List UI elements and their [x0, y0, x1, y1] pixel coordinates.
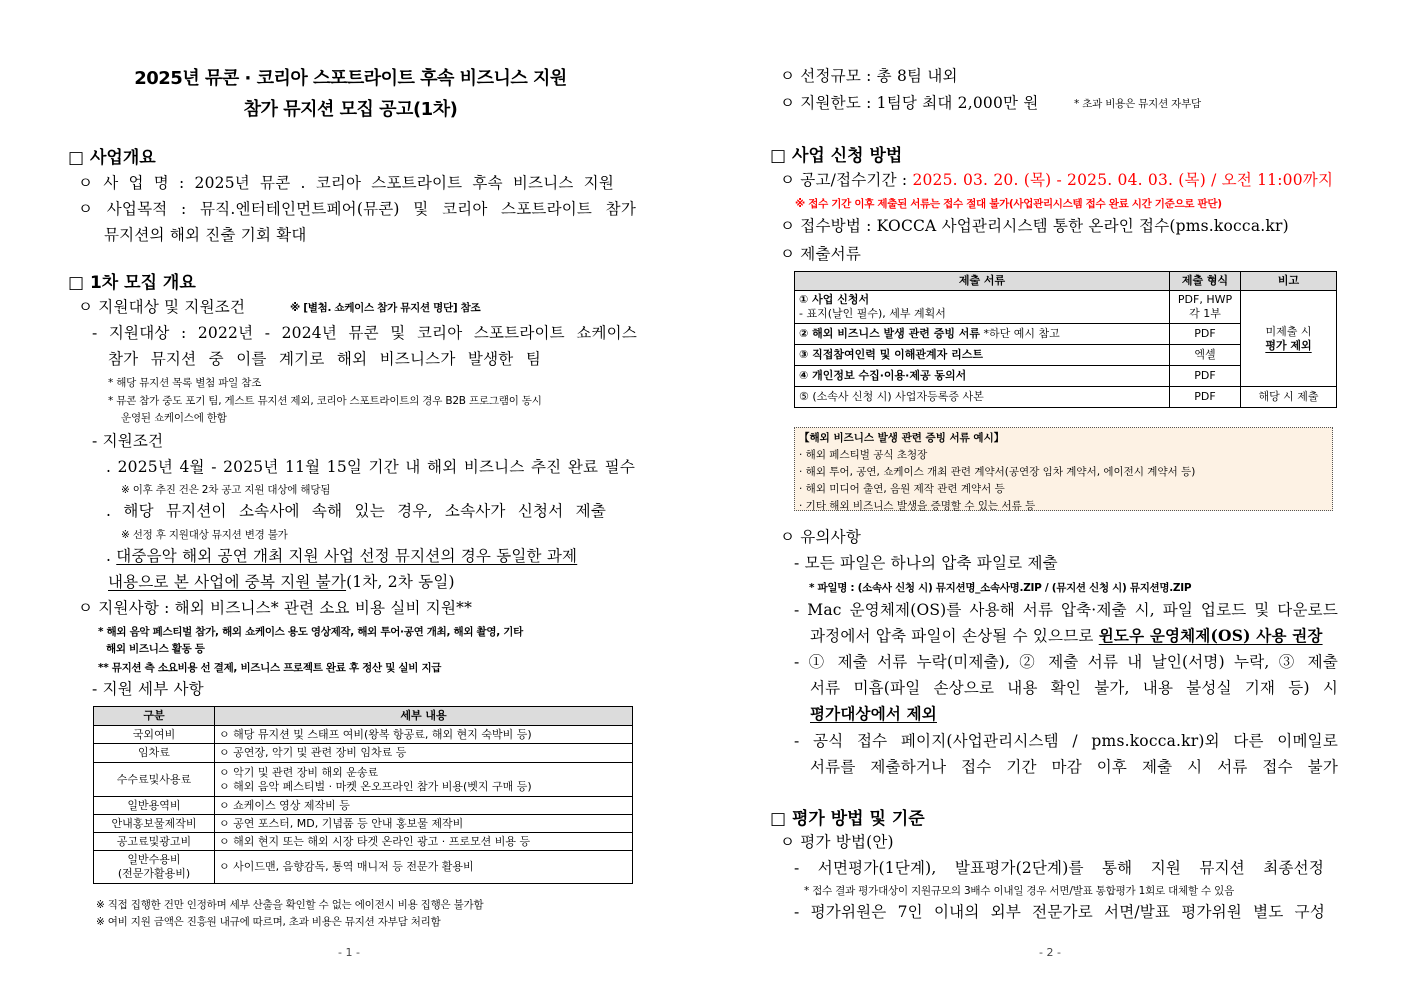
- footnote-2: ※ 여비 지원 금액은 진흥원 내규에 따르며, 초과 비용은 뮤지션 자부담 처리함: [96, 916, 441, 928]
- doc-cell: [795, 291, 1170, 324]
- apply-period-note: ※ 접수 기간 이후 제출된 서류는 접수 절대 불가(사업관리시스템 접수 완료 시간 기준으로 판단): [795, 198, 1222, 210]
- doc-format: PDF: [1170, 324, 1241, 345]
- page-number-1: - 1 -: [338, 946, 360, 959]
- caution-2-cont: [810, 624, 1323, 646]
- doc-table-header-format: 제출 형식: [1170, 272, 1241, 291]
- support-limit-note: * 초과 비용은 뮤지션 자부담: [1074, 98, 1201, 110]
- doc-format: 엑셀: [1170, 345, 1241, 366]
- page-number-2: - 2 -: [1039, 946, 1061, 959]
- table-cell-category: 공고료및광고비: [94, 833, 215, 851]
- evidence-examples-box: [794, 427, 1333, 511]
- caution-1: - 모든 파일은 하나의 압축 파일로 제출: [794, 554, 1058, 572]
- target-note-1: * 해당 뮤지션 목록 별첨 파일 참조: [108, 377, 262, 389]
- table-cell-detail-line: ㅇ 해외 음악 페스티벌 · 마켓 온오프라인 참가 비용(벳지 구매 등): [219, 779, 532, 793]
- caution-2: - Mac 운영체제(OS)를 사용해 서류 압축·제출 시, 파일 업로드 및 다운로드: [794, 601, 1338, 619]
- doc-format: PDF: [1170, 366, 1241, 387]
- caution-4-cont: 서류를 제출하거나 접수 기간 마감 이후 제출 시 서류 접수 불가: [810, 758, 1338, 776]
- table-cell-category: 수수료및사용료: [94, 763, 215, 797]
- condition-3: [106, 544, 577, 566]
- documents-heading: ㅇ 제출서류: [780, 245, 861, 263]
- target-note-2-cont: 운영된 쇼케이스에 한함: [121, 412, 227, 424]
- apply-period-line: [780, 168, 1333, 190]
- table-row: [795, 291, 1337, 324]
- condition-3-underlined: 대중음악 해외 공연 개최 지원 사업 선정 뮤지션의 경우 동일한 과제: [116, 547, 578, 565]
- table-cell-detail-line: ㅇ 악기 및 관련 장비 해외 운송료: [219, 765, 379, 779]
- doc-title-line1: 2025년 뮤콘 · 코리아 스포트라이트 후속 비즈니스 지원: [134, 68, 567, 89]
- table-cell-detail: ㅇ 공연장, 악기 및 관련 장비 임차료 등: [215, 744, 633, 763]
- table-row: [94, 726, 633, 744]
- caution-3: - ① 제출 서류 누락(미제출), ② 제출 서류 내 날인(서명) 누락, ③ 제출: [794, 653, 1338, 671]
- table-row: [94, 851, 633, 884]
- condition-3-bullet: .: [106, 547, 117, 565]
- support-items-line: ㅇ 지원사항 : 해외 비즈니스* 관련 소요 비용 실비 지원**: [78, 599, 473, 617]
- eligibility-note: ※ [별첨. 쇼케이스 참가 뮤지션 명단] 참조: [290, 302, 481, 314]
- list-item: · 해외 투어, 공연, 쇼케이스 개최 관련 계약서(공연장 임차 계약서, 에이전시 계약서 등): [799, 466, 1196, 478]
- doc-title: ④ 개인정보 수집·이용·제공 동의서: [795, 366, 1170, 387]
- doc-remark-emphasis: 평가 제외: [1265, 338, 1312, 352]
- condition-2: . 해당 뮤지션이 소속사에 속해 있는 경우, 소속사가 신청서 제출: [106, 502, 606, 520]
- table-cell-category: 임차료: [94, 744, 215, 763]
- eval-committee-line: - 평가위원은 7인 이내의 외부 전문가로 서면/발표 평가위원 별도 구성: [794, 903, 1325, 921]
- support-note-1: * 해외 음악 페스티벌 참가, 해외 쇼케이스 용도 영상제작, 해외 투어·공연 개최, 해외 촬영, 기타: [98, 626, 523, 638]
- apply-period-date: 2025. 03. 20. (목) - 2025. 04. 03. (목) / 오전 11:00까지: [912, 171, 1334, 189]
- table-row: [94, 833, 633, 851]
- table-cell-category-line: (전문가활용비): [117, 867, 191, 880]
- documents-table: [794, 271, 1337, 408]
- condition-3-tail: (1차, 2차 동일): [346, 573, 455, 591]
- table-cell-detail: ㅇ 공연 포스터, MD, 기념품 등 안내 홍보물 제작비: [215, 815, 633, 833]
- doc-format-cell: [1170, 291, 1241, 324]
- condition-3-underlined-cont: 내용으로 본 사업에 중복 지원 불가: [108, 573, 347, 591]
- page-1: [0, 0, 701, 992]
- section-heading-overview: □ 사업개요: [68, 148, 156, 168]
- doc-remark-cell: [1241, 291, 1337, 387]
- doc-title: ② 해외 비즈니스 발생 관련 증빙 서류: [799, 327, 981, 340]
- target-note-2: * 뮤콘 참가 중도 포기 팀, 게스트 뮤지션 제외, 코리아 스포트라이트의 경우 B2B 프로그램이 동시: [108, 395, 542, 407]
- project-name-line: ㅇ 사 업 명 : 2025년 뮤콘 . 코리아 스포트라이트 후속 비즈니스 지원: [78, 174, 614, 192]
- doc-format: PDF, HWP: [1177, 293, 1233, 306]
- support-note-2: ** 뮤지션 측 소요비용 선 결제, 비즈니스 프로젝트 완료 후 정산 및 실비 지급: [98, 662, 442, 674]
- doc-cell: [795, 324, 1170, 345]
- cautions-heading: ㅇ 유의사항: [780, 528, 861, 546]
- doc-title-line2: 참가 뮤지션 모집 공고(1차): [243, 99, 458, 120]
- condition-2-note: ※ 선정 후 지원대상 뮤지션 변경 불가: [121, 529, 288, 541]
- doc-remark: 해당 시 제출: [1241, 387, 1337, 408]
- condition-3-cont: [108, 570, 455, 592]
- list-item: · 기타 해외 비즈니스 발생을 증명할 수 있는 서류 등: [799, 500, 1036, 512]
- caution-1-note: * 파일명 : (소속사 신청 시) 뮤지션명_소속사명.ZIP / (뮤지션 신청 시) 뮤지션명.ZIP: [809, 582, 1192, 594]
- apply-period-label: ㅇ 공고/접수기간 :: [780, 171, 913, 189]
- table-cell-category: 안내홍보물제작비: [94, 815, 215, 833]
- table-cell-category: 일반용역비: [94, 797, 215, 815]
- table-row: [94, 797, 633, 815]
- table-row: [94, 744, 633, 763]
- doc-subtitle: - 표지(날인 필수), 세부 계획서: [799, 307, 946, 320]
- table-row: [94, 763, 633, 797]
- eval-method-line: - 서면평가(1단계), 발표평가(2단계)를 통해 지원 뮤지션 최종선정: [794, 859, 1324, 877]
- caution-2-emphasis: 윈도우 운영체제(OS) 사용 권장: [1098, 626, 1323, 645]
- doc-table-header-remark: 비고: [1241, 272, 1337, 291]
- table-cell-detail: ㅇ 해당 뮤지션 및 스태프 여비(왕복 항공료, 해외 현지 숙박비 등): [215, 726, 633, 744]
- eval-method-note: * 접수 결과 평가대상이 지원규모의 3배수 이내일 경우 서면/발표 통합평가 1회로 대체할 수 있음: [804, 885, 1235, 897]
- project-purpose-line: ㅇ 사업목적 : 뮤직.엔터테인먼트페어(뮤콘) 및 코리아 스포트라이트 참가: [78, 200, 636, 218]
- doc-table-header-docs: 제출 서류: [795, 272, 1170, 291]
- list-item: · 해외 페스티벌 공식 초청장: [799, 449, 928, 461]
- eval-method-heading: ㅇ 평가 방법(안): [780, 833, 894, 851]
- doc-remark: 미제출 시: [1265, 324, 1312, 338]
- target-line-cont: 참가 뮤지션 중 이를 계기로 해외 비즈니스가 발생한 팀: [108, 350, 541, 368]
- doc-format: 각 1부: [1189, 307, 1221, 320]
- support-limit-line: ㅇ 지원한도 : 1팀당 최대 2,000만 원: [780, 94, 1039, 112]
- doc-title: ⑤ (소속사 신청 시) 사업자등록증 사본: [795, 387, 1170, 408]
- doc-title: ③ 직접참여인력 및 이해관계자 리스트: [795, 345, 1170, 366]
- apply-method-line: ㅇ 접수방법 : KOCCA 사업관리시스템 통한 온라인 접수(pms.kocca.kr): [780, 217, 1289, 235]
- caution-3-cont: 서류 미흡(파일 손상으로 내용 확인 불가, 내용 불성실 기재 등) 시: [810, 679, 1338, 697]
- section-heading-apply: □ 사업 신청 방법: [770, 146, 903, 166]
- support-note-1-cont: 해외 비즈니스 활동 등: [106, 643, 205, 655]
- conditions-heading: - 지원조건: [92, 432, 164, 450]
- support-details-table: [93, 706, 633, 884]
- table-cell-category-line: 일반수용비: [127, 853, 181, 866]
- table-cell-category: 국외여비: [94, 726, 215, 744]
- caution-2-text: 과정에서 압축 파일이 손상될 수 있으므로: [810, 627, 1099, 645]
- table-header-details: 세부 내용: [215, 707, 633, 726]
- condition-1-note: ※ 이후 추진 건은 2차 공고 지원 대상에 해당됨: [121, 484, 331, 496]
- support-details-heading: - 지원 세부 사항: [92, 680, 204, 698]
- table-cell-detail: ㅇ 쇼케이스 영상 제작비 등: [215, 797, 633, 815]
- condition-1: . 2025년 4월 - 2025년 11월 15일 기간 내 해외 비즈니스 추진 완료 필수: [106, 458, 635, 476]
- project-purpose-cont: 뮤지션의 해외 진출 기회 확대: [104, 226, 307, 244]
- doc-note: *하단 예시 참고: [980, 327, 1060, 340]
- caution-4: - 공식 접수 페이지(사업관리시스템 / pms.kocca.kr)외 다른 이메일로: [794, 732, 1338, 750]
- table-header-category: 구분: [94, 707, 215, 726]
- table-row: [94, 815, 633, 833]
- section-heading-recruit: □ 1차 모집 개요: [68, 273, 196, 293]
- page-2: [702, 0, 1403, 992]
- table-cell-category: [94, 851, 215, 884]
- evidence-examples-title: 【해외 비즈니스 발생 관련 증빙 서류 예시】: [799, 432, 1005, 444]
- doc-title: ① 사업 신청서: [799, 293, 870, 306]
- table-row: [795, 387, 1337, 408]
- target-line: - 지원대상 : 2022년 - 2024년 뮤콘 및 코리아 스포트라이트 쇼케이스: [92, 324, 637, 342]
- eligibility-heading: ㅇ 지원대상 및 지원조건: [78, 298, 246, 316]
- footnote-1: ※ 직접 집행한 건만 인정하며 세부 산출을 확인할 수 없는 에이전시 비용 집행은 불가함: [96, 899, 484, 911]
- table-cell-detail: ㅇ 해외 현지 또는 해외 시장 타겟 온라인 광고 · 프로모션 비용 등: [215, 833, 633, 851]
- caution-3-emphasis: 평가대상에서 제외: [810, 704, 937, 723]
- section-heading-evaluation: □ 평가 방법 및 기준: [770, 809, 925, 829]
- doc-format: PDF: [1170, 387, 1241, 408]
- table-cell-detail: ㅇ 사이드맨, 음향감독, 통역 매니저 등 전문가 활용비: [215, 851, 633, 884]
- table-cell-detail: [215, 763, 633, 797]
- selection-scale-line: ㅇ 선정규모 : 총 8팀 내외: [780, 67, 958, 85]
- list-item: · 해외 미디어 출연, 음원 제작 관련 계약서 등: [799, 483, 1005, 495]
